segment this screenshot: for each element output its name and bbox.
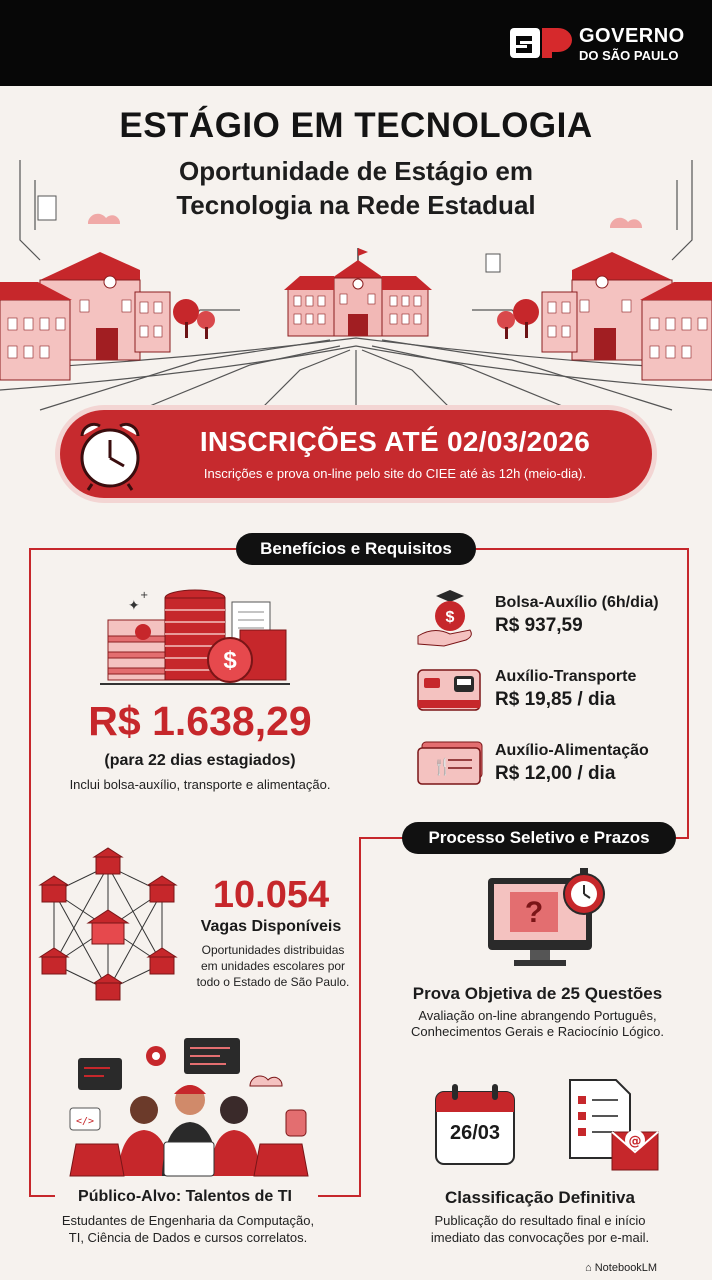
prova-desc-line1: Avaliação on-line abrangendo Português, <box>418 1008 657 1023</box>
classificacao-description <box>395 1212 685 1246</box>
svg-text:🍴: 🍴 <box>432 757 452 776</box>
prova-desc-line2: Conhecimentos Gerais e Raciocínio Lógico. <box>411 1024 664 1039</box>
publico-desc-line2: TI, Ciência de Dados e cursos correlatos. <box>68 1230 308 1245</box>
brand-line1: GOVERNO <box>579 25 685 47</box>
benefit-value-alimentacao: R$ 12,00 / dia <box>495 763 616 784</box>
benefit-label-transporte: Auxílio-Transporte <box>495 668 637 685</box>
benefits-section-label: Benefícios e Requisitos <box>236 533 476 565</box>
vagas-desc-line1: Oportunidades distribuidas <box>201 943 345 957</box>
process-section-label: Processo Seletivo e Prazos <box>402 822 676 854</box>
benefit-label-alimentacao: Auxílio-Alimentação <box>495 742 649 759</box>
school-network-icon <box>36 848 182 1008</box>
deadline-subtitle: Inscrições e prova on-line pelo site do CIEE até às 12h (meio-dia). <box>203 466 587 481</box>
svg-text:@: @ <box>628 1134 642 1149</box>
calendar-date: 26/03 <box>449 1122 501 1144</box>
benefit-value-transporte: R$ 19,85 / dia <box>495 689 616 710</box>
svg-text:</>: </> <box>75 1116 95 1127</box>
total-days: (para 22 dias estagiados) <box>104 752 296 769</box>
svg-text:✦: ✦ <box>128 598 140 614</box>
notebooklm-icon: ⌂ <box>585 1262 592 1274</box>
vagas-desc-line2: em unidades escolares por <box>200 959 346 973</box>
classificacao-desc-line1: Publicação do resultado final e início <box>434 1213 646 1228</box>
transport-card-icon <box>416 668 482 712</box>
classificacao-title: Classificação Definitiva <box>445 1188 635 1207</box>
svg-text:$: $ <box>445 609 455 626</box>
computer-exam-icon <box>480 866 610 974</box>
prova-title: Prova Objetiva de 25 Questões <box>412 984 663 1003</box>
vagas-label: Vagas Disponíveis <box>200 918 342 935</box>
meal-ticket-icon <box>416 740 484 786</box>
vagas-desc-line3: todo o Estado de São Paulo. <box>196 975 350 989</box>
prova-description <box>380 1008 695 1040</box>
benefit-value-bolsa: R$ 937,59 <box>495 615 583 636</box>
svg-text:?: ? <box>524 896 544 929</box>
publico-desc-line1: Estudantes de Engenharia da Computação, <box>61 1213 315 1228</box>
checklist-email-icon <box>566 1076 662 1176</box>
total-note: Inclui bolsa-auxílio, transporte e alimentação. <box>69 777 331 792</box>
footer-label: NotebookLM <box>594 1262 658 1274</box>
total-amount: R$ 1.638,29 <box>88 698 312 744</box>
subtitle-line2: Tecnologia na Rede Estadual <box>176 190 536 220</box>
money-bag-hand-icon <box>414 586 480 648</box>
page-title: ESTÁGIO EM TECNOLOGIA <box>119 106 593 145</box>
vagas-description <box>178 942 368 990</box>
benefit-label-bolsa: Bolsa-Auxílio (6h/dia) <box>495 594 659 611</box>
brand-line2: DO SÃO PAULO <box>579 48 679 63</box>
publico-title: Público-Alvo: Talentos de TI <box>78 1188 292 1205</box>
it-talent-people-icon <box>64 1036 314 1182</box>
money-stack-icon <box>100 580 290 690</box>
subtitle-line1: Oportunidade de Estágio em <box>179 156 533 186</box>
svg-text:$: $ <box>223 647 237 674</box>
deadline-title: INSCRIÇÕES ATÉ 02/03/2026 <box>199 426 591 457</box>
vagas-number: 10.054 <box>212 874 330 916</box>
publico-description <box>38 1212 338 1246</box>
classificacao-desc-line2: imediato das convocações por e-mail. <box>430 1230 650 1245</box>
svg-text:+: + <box>140 590 149 601</box>
footer-brand <box>585 1262 705 1274</box>
